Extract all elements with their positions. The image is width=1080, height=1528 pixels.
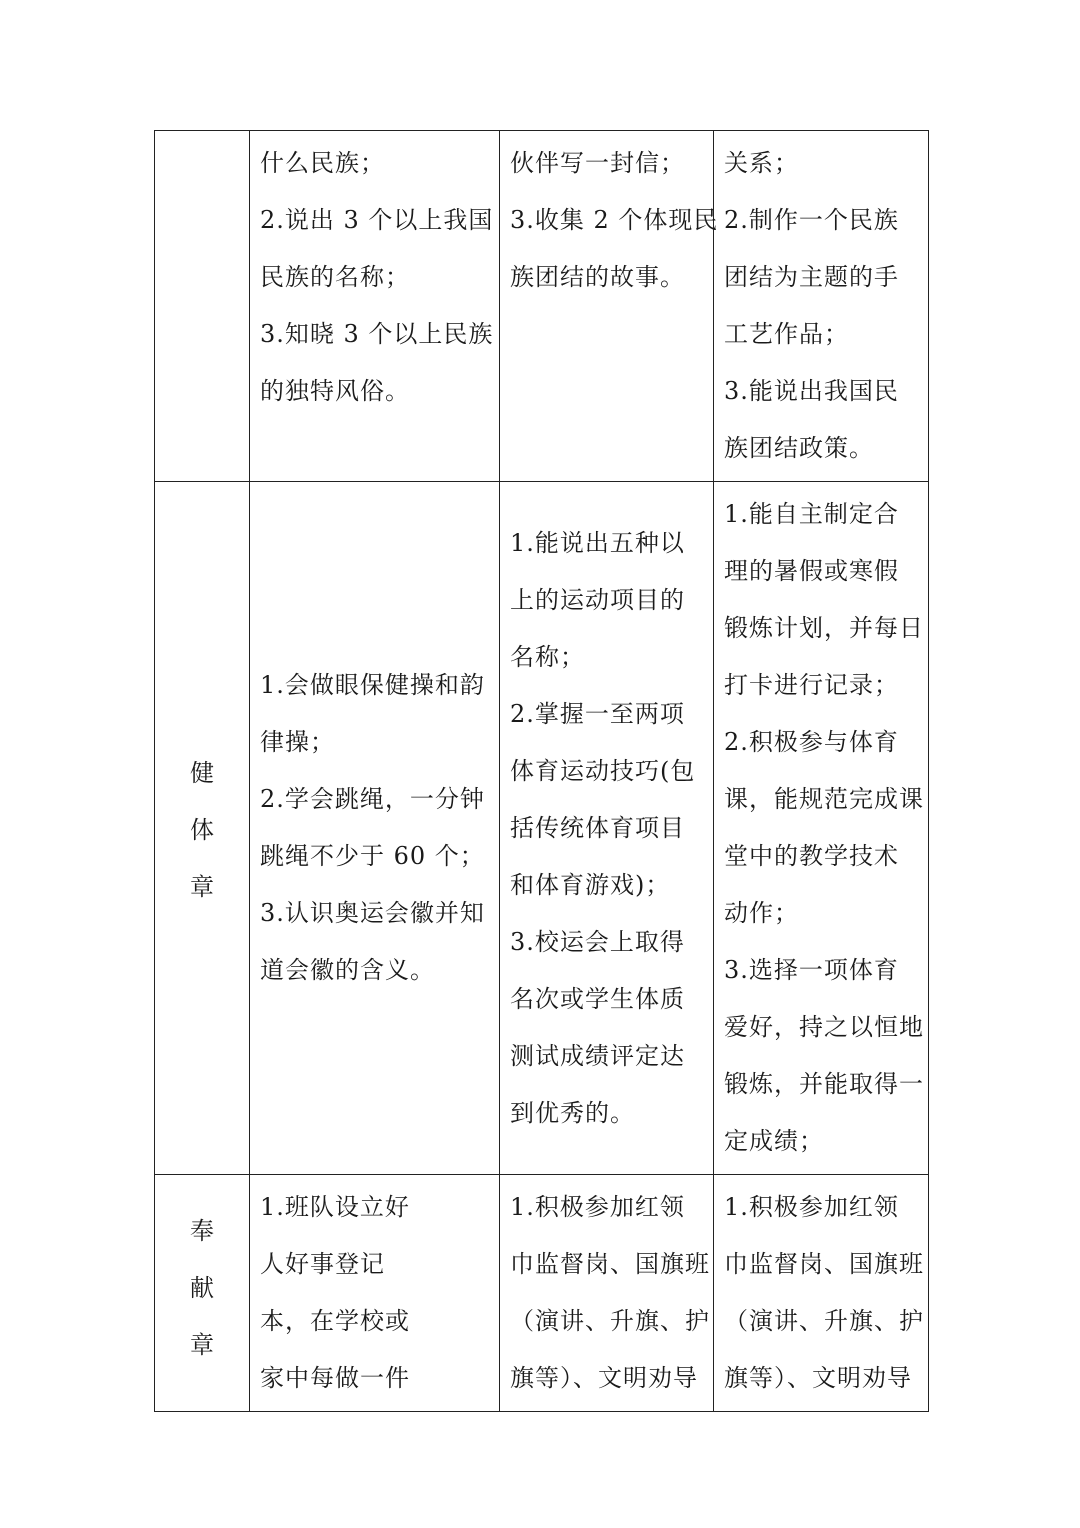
text-line: 锻炼，并能取得一 xyxy=(724,1070,924,1098)
text-line: 什么民族； xyxy=(260,149,385,177)
text-line: 跳绳不少于 60 个； xyxy=(260,842,485,870)
badge-char: 章 xyxy=(190,872,214,901)
text-line: 3.校运会上取得 xyxy=(510,927,685,956)
text-line: 2.掌握一至两项 xyxy=(510,699,685,728)
text-line: 定成绩； xyxy=(724,1127,824,1155)
criteria-cell xyxy=(500,482,714,1175)
criteria-cell xyxy=(250,131,500,482)
text-line: 名称； xyxy=(510,642,585,671)
text-line: 2.积极参与体育 xyxy=(724,728,899,756)
cell-text xyxy=(714,131,928,481)
text-line: 爱好，持之以恒地 xyxy=(724,1013,924,1041)
criteria-cell xyxy=(500,1175,714,1412)
cell-text xyxy=(250,131,499,424)
text-line: 律操； xyxy=(260,728,335,756)
text-line: 动作； xyxy=(724,899,799,927)
text-line: 锻炼计划，并每日 xyxy=(724,614,924,642)
text-line: 打卡进行记录； xyxy=(724,671,899,699)
text-line: 民族的名称； xyxy=(260,263,410,291)
text-line: 和体育游戏)； xyxy=(510,870,671,899)
text-line: 测试成绩评定达 xyxy=(510,1041,685,1070)
cell-text xyxy=(714,482,928,1174)
text-line: 族团结政策。 xyxy=(724,434,874,462)
badge-char: 健 xyxy=(190,758,214,787)
badge-char: 章 xyxy=(190,1331,214,1359)
badge-label xyxy=(155,741,249,916)
text-line: 团结为主题的手 xyxy=(724,263,899,291)
cell-text xyxy=(250,1175,499,1411)
text-line: 堂中的教学技术 xyxy=(724,842,899,870)
badge-cell xyxy=(155,482,250,1175)
text-line: 3.知晓 3 个以上民族 xyxy=(260,320,494,348)
text-line: 工艺作品； xyxy=(724,320,849,348)
text-line: 伙伴写一封信； xyxy=(510,149,685,177)
text-line: 3.认识奥运会徽并知 xyxy=(260,899,485,927)
text-line: 旗等）、文明劝导 xyxy=(724,1364,912,1392)
text-line: 到优秀的。 xyxy=(510,1098,635,1127)
cell-text xyxy=(500,131,719,310)
text-line: 关系； xyxy=(724,149,799,177)
badge-cell xyxy=(155,1175,250,1412)
text-line: 3.选择一项体育 xyxy=(724,956,899,984)
cell-text xyxy=(250,653,499,1003)
badge-char: 奉 xyxy=(190,1217,214,1245)
badge-cell xyxy=(155,131,250,482)
text-line: 道会徽的含义。 xyxy=(260,956,435,984)
text-line: 家中每做一件 xyxy=(260,1364,410,1392)
text-line: 的独特风俗。 xyxy=(260,377,410,405)
table-row xyxy=(155,1175,929,1412)
criteria-table xyxy=(154,130,929,1412)
table-row xyxy=(155,131,929,482)
text-line: 1.积极参加红领 xyxy=(510,1193,685,1221)
text-line: 3.能说出我国民 xyxy=(724,377,899,405)
text-line: 课，能规范完成课 xyxy=(724,785,924,813)
table-row xyxy=(155,482,929,1175)
text-line: 旗等）、文明劝导 xyxy=(510,1364,698,1392)
text-line: （演讲、升旗、护 xyxy=(724,1307,924,1335)
criteria-cell xyxy=(714,482,929,1175)
text-line: 括传统体育项目 xyxy=(510,813,685,842)
text-line: 人好事登记 xyxy=(260,1250,385,1278)
cell-text xyxy=(500,511,713,1146)
badge-char: 献 xyxy=(190,1274,214,1302)
criteria-cell xyxy=(500,131,719,482)
text-line: 1.会做眼保健操和韵 xyxy=(260,671,485,699)
text-line: 1.能自主制定合 xyxy=(724,500,899,528)
criteria-cell xyxy=(250,482,500,1175)
text-line: 理的暑假或寒假 xyxy=(724,557,899,585)
cell-text xyxy=(714,1175,928,1411)
criteria-cell xyxy=(714,131,929,482)
text-line: 1.积极参加红领 xyxy=(724,1193,899,1221)
badge-label xyxy=(155,1175,249,1374)
text-line: 2.说出 3 个以上我国 xyxy=(260,206,494,234)
text-line: 本，在学校或 xyxy=(260,1307,410,1335)
text-line: 巾监督岗、国旗班 xyxy=(724,1250,924,1278)
criteria-cell xyxy=(250,1175,500,1412)
text-line: 族团结的故事。 xyxy=(510,263,685,291)
text-line: （演讲、升旗、护 xyxy=(510,1307,710,1335)
text-line: 3.收集 2 个体现民 xyxy=(510,206,719,234)
text-line: 名次或学生体质 xyxy=(510,984,685,1013)
criteria-cell xyxy=(714,1175,929,1412)
text-line: 巾监督岗、国旗班 xyxy=(510,1250,710,1278)
text-line: 上的运动项目的 xyxy=(510,585,685,614)
text-line: 2.制作一个民族 xyxy=(724,206,899,234)
text-line: 1.能说出五种以 xyxy=(510,528,685,557)
text-line: 2.学会跳绳，一分钟 xyxy=(260,785,485,813)
badge-char: 体 xyxy=(190,815,214,844)
badge-label xyxy=(155,131,249,135)
cell-text xyxy=(500,1175,713,1411)
text-line: 1.班队设立好 xyxy=(260,1193,410,1221)
text-line: 体育运动技巧(包 xyxy=(510,756,696,785)
